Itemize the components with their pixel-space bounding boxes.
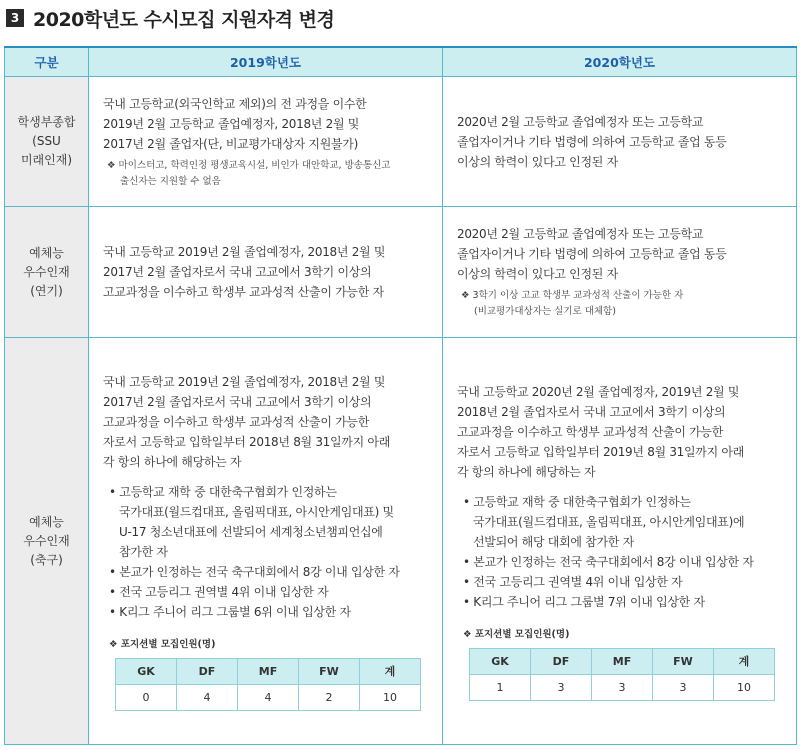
requirement-text: 국내 고등학교 2019년 2월 졸업예정자, 2018년 2월 및 2017년 2월 졸업자로서 국내 고교에서 3학기 이상의 고교과정을 이수하고 학생부 교과성적 산출이 가능한 자로서 고등학교 입학일부터 2018년 8월 31일까지 아래 각 항의 하나에 해당하는 자 <box>103 374 390 469</box>
positions-title: ❖ 포지션별 모집인원(명) <box>463 628 570 640</box>
list-item: • 전국 고등리그 권역별 4위 이내 입상한 자 <box>109 584 329 599</box>
requirement-text: 국내 고등학교 2019년 2월 졸업예정자, 2018년 2월 및 2017년 2월 졸업자로서 국내 고교에서 3학기 이상의 고교과정을 이수하고 학생부 교과성적 산출이 가능한 자 <box>103 245 386 299</box>
requirement-bullets <box>103 482 430 622</box>
list-item: • 고등학교 재학 중 대한축구협회가 인정하는 국가대표(월드컵대표, 올림픽대표, 아시안게임대표)에 선발되어 해당 대회에 참가한 자 <box>463 494 745 549</box>
requirement-note: ❖ 3학기 이상 고교 학생부 교과성적 산출이 가능한 자 (비교평가대상자는 실기로 대체함) <box>461 290 684 317</box>
requirement-text: 국내 고등학교 2020년 2월 졸업예정자, 2019년 2월 및 2018년 2월 졸업자로서 국내 고교에서 3학기 이상의 고교과정을 이수하고 학생부 교과성적 산출이 가능한 자로서 고등학교 입학일부터 2019년 8월 31일까지 아래 각 항의 하나에 해당하는 자 <box>457 384 744 479</box>
cell-2019 <box>89 77 443 207</box>
cell-2019 <box>89 338 443 745</box>
list-item: • 전국 고등리그 권역별 4위 이내 입상한 자 <box>463 574 683 589</box>
cell-2019 <box>89 207 443 338</box>
section-title <box>6 4 334 32</box>
table-header-row <box>5 47 797 77</box>
row-category: 예체능 우수인재 (축구) <box>5 338 89 745</box>
requirement-text: 2020년 2월 고등학교 졸업예정자 또는 고등학교 졸업자이거나 기타 법령에 의하여 고등학교 졸업 동등 이상의 학력이 있다고 인정된 자 <box>457 114 727 169</box>
cell-2020 <box>443 77 797 207</box>
list-item: • 고등학교 재학 중 대한축구협회가 인정하는 국가대표(월드컵대표, 올림픽대표, 아시안게임대표) 및 U-17 청소년대표에 선발되어 세계청소년챔피언십에 참가한 자 <box>109 484 394 559</box>
table-row <box>5 207 797 338</box>
requirement-text: 2020년 2월 고등학교 졸업예정자 또는 고등학교 졸업자이거나 기타 법령에 의하여 고등학교 졸업 동등 이상의 학력이 있다고 인정된 자 <box>457 227 727 281</box>
list-item: • 본교가 인정하는 전국 축구대회에서 8강 이내 입상한 자 <box>463 554 754 569</box>
cell-2020 <box>443 338 797 745</box>
requirement-note: ❖ 마이스터고, 학력인정 평생교육시설, 비인가 대안학교, 방송통신고 출신자는 지원할 수 없음 <box>107 159 391 187</box>
positions-title: ❖ 포지션별 모집인원(명) <box>109 638 216 650</box>
section-number-badge: 3 <box>6 9 24 27</box>
row-category: 학생부종합 (SSU 미래인재) <box>5 77 89 207</box>
list-item: • K리그 주니어 리그 그룹별 6위 이내 입상한 자 <box>109 604 351 619</box>
positions-table: GK DF MF FW 계 0 4 4 2 10 <box>115 658 421 711</box>
requirement-text: 국내 고등학교(외국인학교 제외)의 전 과정을 이수한 2019년 2월 고등학교 졸업예정자, 2018년 2월 및 2017년 2월 졸업자(단, 비교평가대상자 지원불가) <box>103 96 367 151</box>
cell-2020 <box>443 207 797 338</box>
list-item: • K리그 주니어 리그 그룹별 7위 이내 입상한 자 <box>463 594 705 609</box>
table-row <box>5 77 797 207</box>
header-2019: 2019학년도 <box>89 47 443 77</box>
positions-table: GK DF MF FW 계 1 3 3 3 10 <box>469 648 775 701</box>
row-category: 예체능 우수인재 (연기) <box>5 207 89 338</box>
list-item: • 본교가 인정하는 전국 축구대회에서 8강 이내 입상한 자 <box>109 564 400 579</box>
requirement-bullets <box>457 492 784 612</box>
comparison-table <box>4 46 797 745</box>
section-title-text: 2020학년도 수시모집 지원자격 변경 <box>33 8 335 31</box>
header-category: 구분 <box>5 47 89 77</box>
table-row <box>5 338 797 745</box>
header-2020: 2020학년도 <box>443 47 797 77</box>
